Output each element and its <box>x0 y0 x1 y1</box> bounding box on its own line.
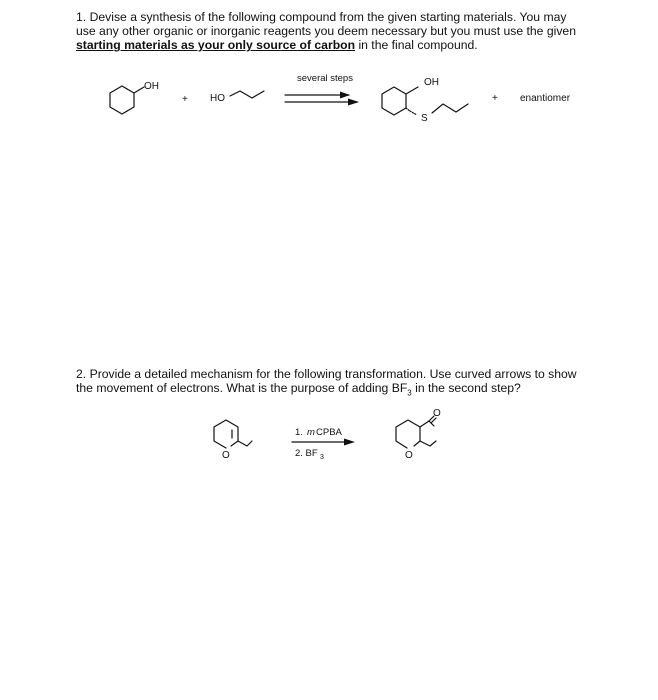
plus-sign-1: + <box>182 94 188 105</box>
question-2-subscript: 3 <box>407 388 412 398</box>
plus-sign-2: + <box>492 93 498 104</box>
question-1-number: 1. <box>76 10 87 24</box>
reagent-step-2 <box>295 448 324 461</box>
step-2-subscript: 3 <box>320 454 324 461</box>
enantiomer-label: enantiomer <box>520 93 571 104</box>
arrow-label-several-steps: several steps <box>297 73 353 84</box>
sulfur-label: S <box>421 113 428 124</box>
step-1-reagent: CPBA <box>316 427 342 438</box>
step-1-number: 1. <box>295 427 303 438</box>
reaction-arrow-2 <box>292 439 355 446</box>
aldehyde-product-structure <box>396 416 436 448</box>
oh-label-2: OH <box>424 77 439 88</box>
ho-label: HO <box>210 93 225 104</box>
reagent-step-1 <box>295 427 343 438</box>
ring-oxygen-label-2: O <box>405 450 413 461</box>
question-1-underlined-phrase: starting materials as your only source of carbon <box>76 38 356 53</box>
question-1-tail: in the final compound. <box>358 38 478 53</box>
question-2-tail: in the second step? <box>415 381 521 396</box>
question-2-number: 2. <box>76 367 87 381</box>
dihydropyran-structure <box>214 420 252 448</box>
question-2-body: Provide a detailed mechanism for the following transformation. Use curved arrows to show the movement of electrons. What is the purpose of adding BF <box>76 367 577 396</box>
step-2-reagent: 2. BF <box>295 448 318 459</box>
ring-oxygen-label-1: O <box>222 450 230 461</box>
oh-label-1: OH <box>144 81 159 92</box>
carbonyl-oxygen-label: O <box>433 408 441 419</box>
step-1-italic-m: m <box>307 427 315 438</box>
question-1-body: Devise a synthesis of the following compound from the given starting materials. You may use any other organic or inorganic reagents you deem necessary but you must use the given <box>76 10 576 39</box>
